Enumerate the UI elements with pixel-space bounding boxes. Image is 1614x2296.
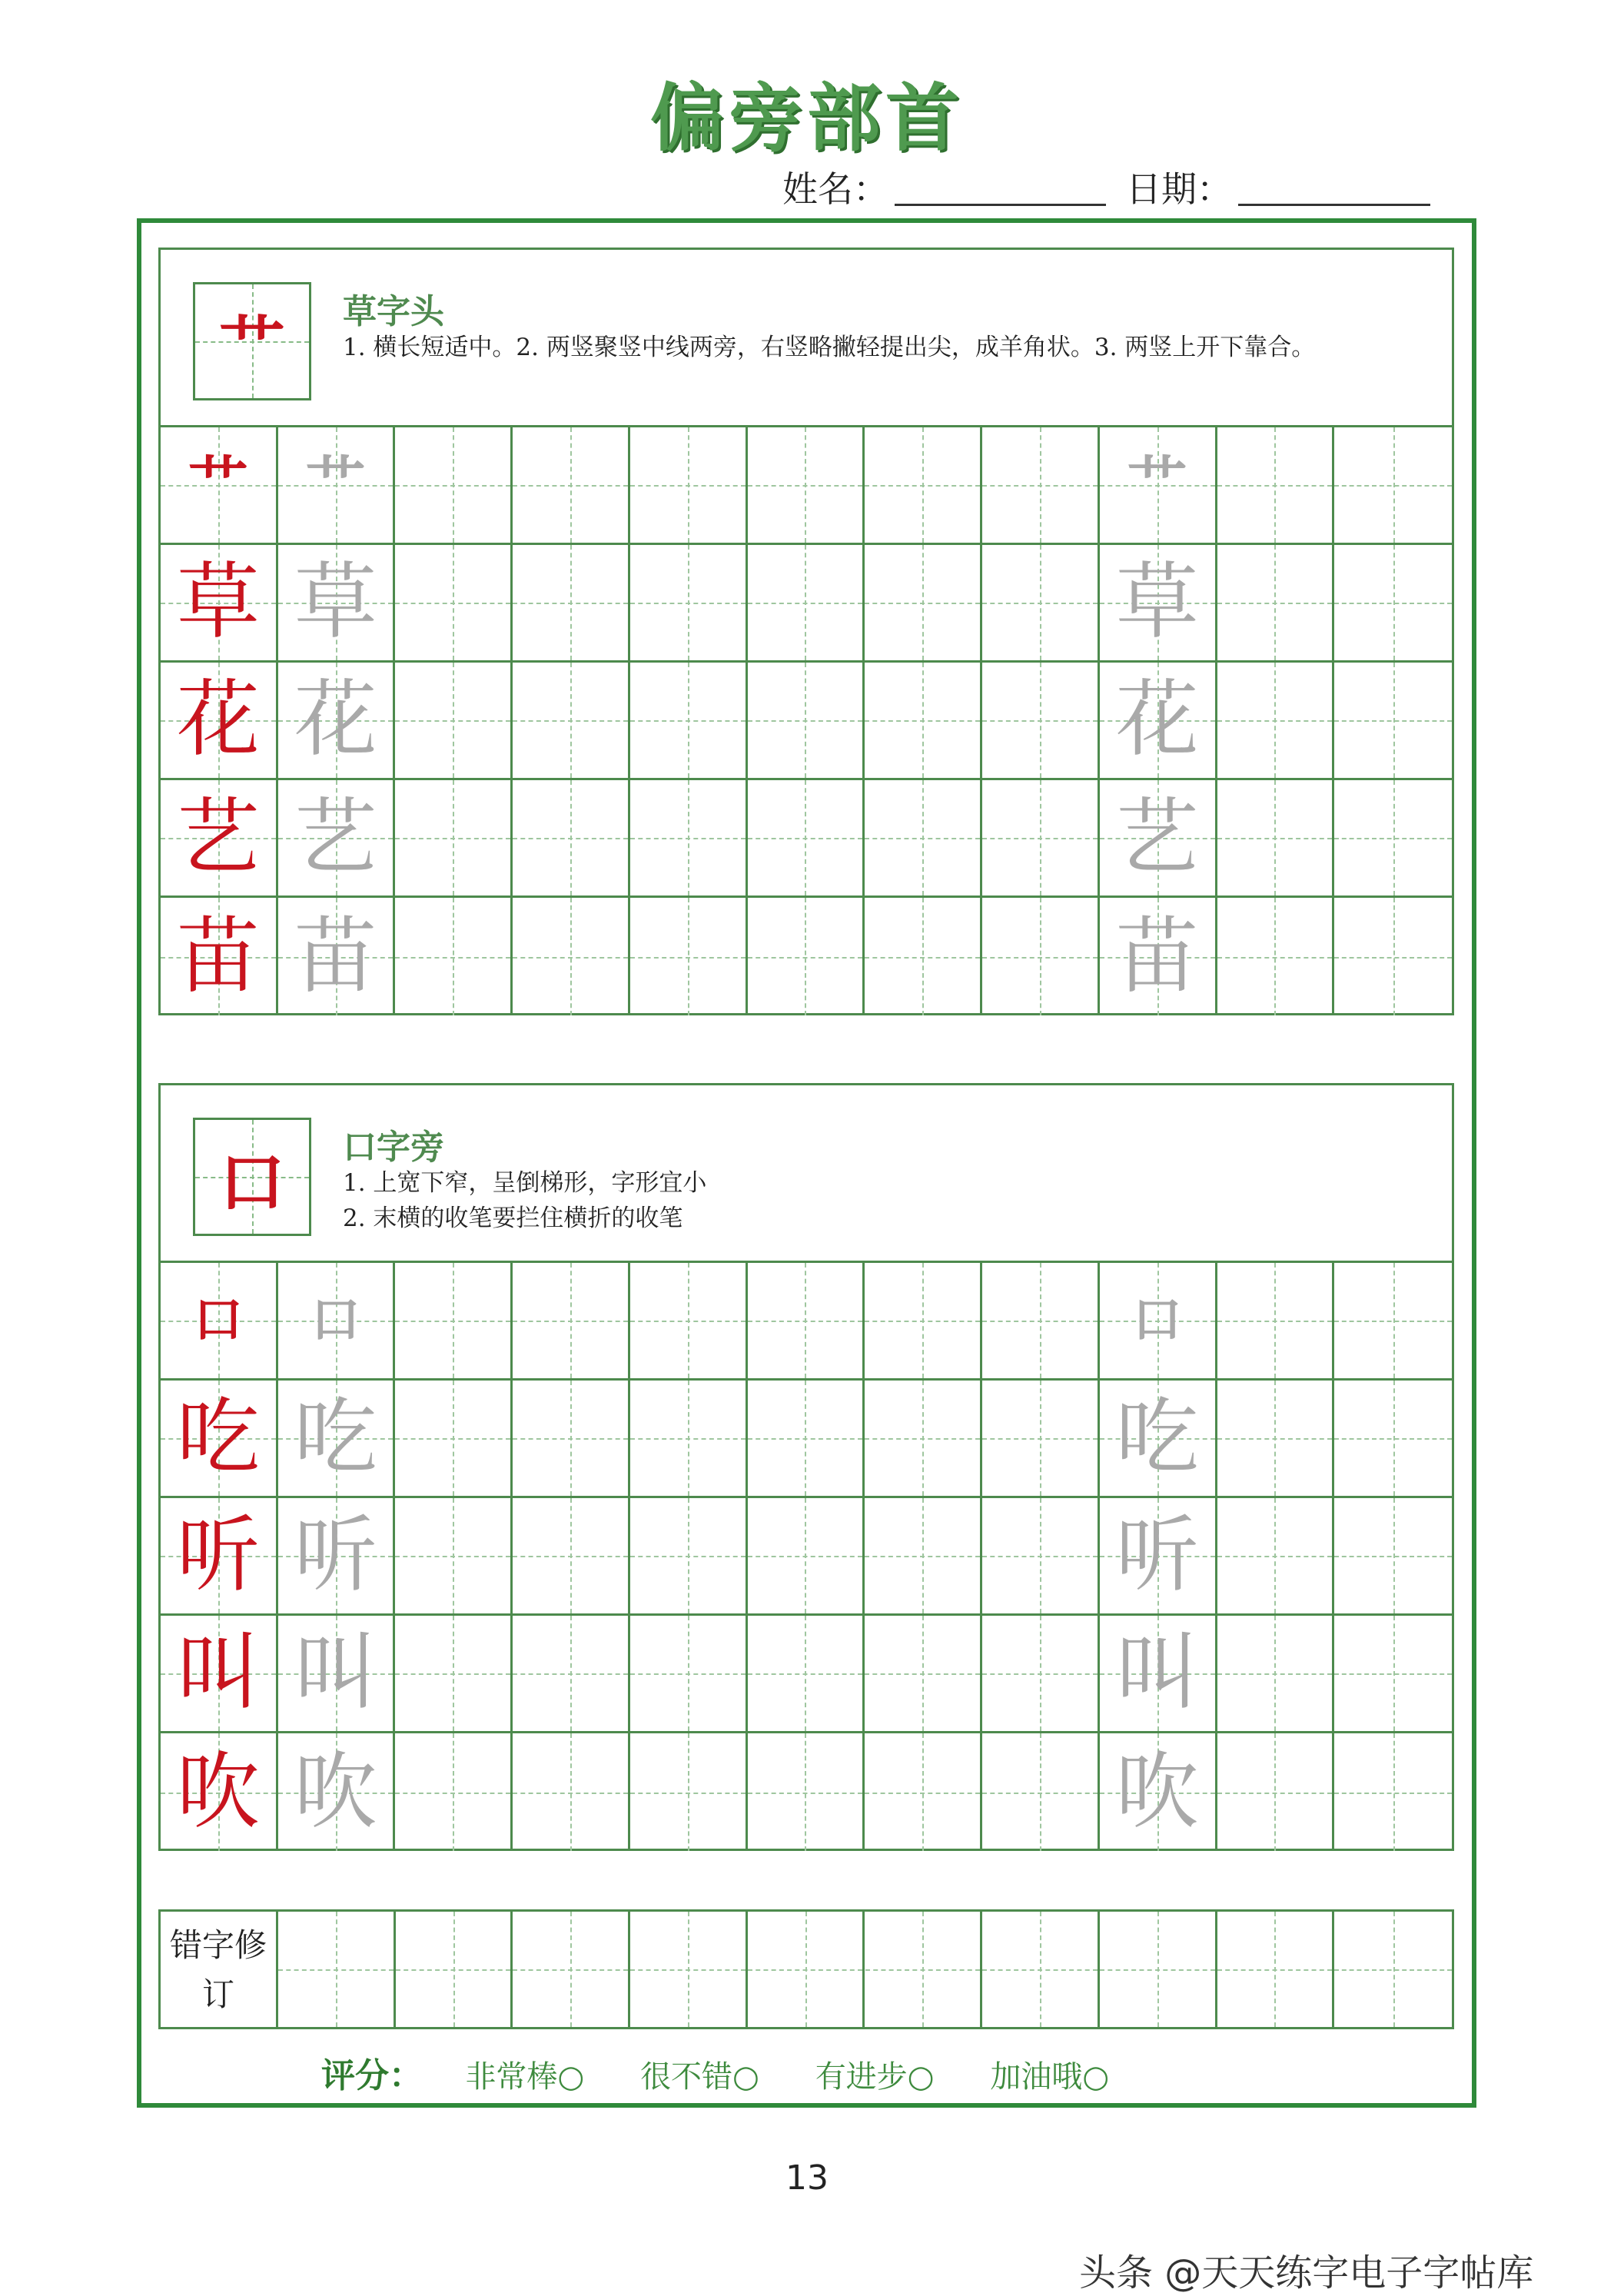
grid-cell[interactable] bbox=[278, 1733, 396, 1851]
grid-cell[interactable] bbox=[748, 780, 865, 898]
model-character: 艹 bbox=[188, 450, 248, 520]
grid-cell[interactable] bbox=[748, 1263, 865, 1381]
grid-cell[interactable] bbox=[982, 663, 1100, 780]
grid-cell[interactable] bbox=[395, 427, 513, 545]
grid-cell[interactable] bbox=[1100, 1498, 1217, 1616]
grid-cell[interactable] bbox=[982, 1263, 1100, 1381]
page-number: 13 bbox=[785, 2158, 829, 2198]
radical-glyph: 口 bbox=[219, 1144, 285, 1221]
grid-row bbox=[161, 427, 1452, 545]
grid-cell[interactable] bbox=[161, 663, 278, 780]
grid-cell[interactable] bbox=[1217, 1733, 1335, 1851]
practice-grid bbox=[158, 425, 1454, 1015]
trace-character: 吃 bbox=[1115, 1390, 1199, 1486]
grid-cell[interactable] bbox=[630, 1498, 748, 1616]
grid-cell[interactable] bbox=[1100, 427, 1217, 545]
trace-character: 艹 bbox=[1127, 450, 1187, 520]
grid-cell[interactable] bbox=[1217, 1381, 1335, 1498]
section-name: 草字头 bbox=[343, 292, 444, 331]
grid-cell[interactable] bbox=[748, 1381, 865, 1498]
section-description: 1. 横长短适中。2. 两竖聚竖中线两旁，右竖略撇轻提出尖，成羊角状。3. 两竖上开下靠合。 bbox=[343, 334, 1316, 361]
correction-row bbox=[158, 1909, 1454, 2029]
trace-character: 口 bbox=[311, 1291, 360, 1349]
trace-character: 草 bbox=[294, 554, 377, 650]
grid-row bbox=[161, 898, 1452, 1015]
grid-cell[interactable] bbox=[1334, 898, 1452, 1015]
model-character: 吃 bbox=[176, 1390, 260, 1486]
correction-label: 错字修订 bbox=[161, 1912, 278, 2027]
grid-cell[interactable] bbox=[161, 545, 278, 663]
grid-cell[interactable] bbox=[982, 1733, 1100, 1851]
trace-character: 口 bbox=[1132, 1291, 1182, 1349]
model-character: 叫 bbox=[176, 1625, 260, 1721]
grid-cell[interactable] bbox=[865, 1381, 982, 1498]
radical-box bbox=[193, 1118, 311, 1236]
grid-cell[interactable] bbox=[513, 545, 630, 663]
grid-row bbox=[161, 1263, 1452, 1381]
grid-row bbox=[161, 1381, 1452, 1498]
grid-cell[interactable] bbox=[1334, 1733, 1452, 1851]
grid-cell[interactable] bbox=[630, 1381, 748, 1498]
date-label: 日期： bbox=[1126, 168, 1232, 210]
correction-cell[interactable] bbox=[278, 1912, 396, 2027]
grid-row bbox=[161, 545, 1452, 663]
correction-cell[interactable] bbox=[748, 1912, 865, 2027]
grid-cell[interactable] bbox=[865, 1733, 982, 1851]
section-name: 口字旁 bbox=[343, 1128, 444, 1167]
correction-cell[interactable] bbox=[1334, 1912, 1452, 2027]
model-character: 苗 bbox=[176, 908, 260, 1005]
trace-character: 听 bbox=[294, 1507, 377, 1603]
trace-character: 花 bbox=[1115, 672, 1199, 768]
grid-cell[interactable] bbox=[865, 780, 982, 898]
grid-cell[interactable] bbox=[395, 663, 513, 780]
trace-character: 花 bbox=[294, 672, 377, 768]
grid-cell[interactable] bbox=[748, 427, 865, 545]
correction-cell[interactable] bbox=[630, 1912, 748, 2027]
grid-cell[interactable] bbox=[278, 1381, 396, 1498]
grid-cell[interactable] bbox=[748, 898, 865, 1015]
grid-cell[interactable] bbox=[278, 427, 396, 545]
trace-character: 艹 bbox=[305, 450, 366, 520]
correction-cell[interactable] bbox=[865, 1912, 983, 2027]
grid-cell[interactable] bbox=[748, 663, 865, 780]
grid-row bbox=[161, 780, 1452, 898]
grid-cell[interactable] bbox=[1100, 1733, 1217, 1851]
trace-character: 艺 bbox=[294, 789, 377, 886]
grid-row bbox=[161, 1498, 1452, 1616]
grid-cell[interactable] bbox=[278, 1498, 396, 1616]
page-title: 偏旁部首 bbox=[650, 75, 964, 161]
grid-cell[interactable] bbox=[748, 1733, 865, 1851]
grid-cell[interactable] bbox=[513, 1616, 630, 1733]
grid-cell[interactable] bbox=[395, 545, 513, 663]
grid-cell[interactable] bbox=[1217, 1263, 1335, 1381]
grid-cell[interactable] bbox=[1100, 1381, 1217, 1498]
grid-cell[interactable] bbox=[1100, 1616, 1217, 1733]
grid-cell[interactable] bbox=[1334, 1263, 1452, 1381]
grid-cell[interactable] bbox=[865, 1616, 982, 1733]
grid-cell[interactable] bbox=[1217, 545, 1335, 663]
score-option-progress[interactable]: 有进步○ bbox=[815, 2059, 935, 2095]
grid-cell[interactable] bbox=[982, 545, 1100, 663]
grid-cell[interactable] bbox=[513, 1381, 630, 1498]
correction-cell[interactable] bbox=[396, 1912, 513, 2027]
grid-cell[interactable] bbox=[1334, 427, 1452, 545]
grid-cell[interactable] bbox=[865, 1498, 982, 1616]
grid-cell[interactable] bbox=[982, 1498, 1100, 1616]
grid-cell[interactable] bbox=[161, 1381, 278, 1498]
watermark: 头条 @天天练字电子字帖库 bbox=[1079, 2251, 1534, 2294]
trace-character: 听 bbox=[1115, 1507, 1199, 1603]
grid-cell[interactable] bbox=[161, 1498, 278, 1616]
grid-cell[interactable] bbox=[278, 1263, 396, 1381]
grid-cell[interactable] bbox=[395, 1498, 513, 1616]
grid-cell[interactable] bbox=[865, 545, 982, 663]
grid-cell[interactable] bbox=[1100, 663, 1217, 780]
grid-cell[interactable] bbox=[1334, 1498, 1452, 1616]
grid-cell[interactable] bbox=[513, 427, 630, 545]
score-line bbox=[321, 2048, 1155, 2097]
grid-cell[interactable] bbox=[630, 1263, 748, 1381]
grid-cell[interactable] bbox=[395, 780, 513, 898]
model-character: 草 bbox=[176, 554, 260, 650]
grid-cell[interactable] bbox=[630, 545, 748, 663]
grid-cell[interactable] bbox=[630, 1616, 748, 1733]
score-label: 评分： bbox=[321, 2056, 423, 2095]
correction-cell[interactable] bbox=[513, 1912, 630, 2027]
trace-character: 叫 bbox=[294, 1625, 377, 1721]
grid-cell[interactable] bbox=[748, 545, 865, 663]
trace-character: 苗 bbox=[1115, 908, 1199, 1005]
grid-cell[interactable] bbox=[865, 1263, 982, 1381]
name-label: 姓名： bbox=[782, 168, 888, 210]
grid-cell[interactable] bbox=[513, 1733, 630, 1851]
grid-cell[interactable] bbox=[865, 427, 982, 545]
grid-cell[interactable] bbox=[395, 898, 513, 1015]
name-date-line bbox=[782, 161, 1430, 212]
grid-cell[interactable] bbox=[161, 780, 278, 898]
grid-cell[interactable] bbox=[161, 427, 278, 545]
name-blank[interactable] bbox=[895, 173, 1106, 206]
grid-cell[interactable] bbox=[1334, 545, 1452, 663]
grid-cell[interactable] bbox=[982, 1381, 1100, 1498]
grid-cell[interactable] bbox=[1334, 780, 1452, 898]
section-header bbox=[158, 1083, 1454, 1263]
correction-cell[interactable] bbox=[1100, 1912, 1217, 2027]
grid-cell[interactable] bbox=[1100, 1263, 1217, 1381]
grid-cell[interactable] bbox=[161, 1263, 278, 1381]
grid-cell[interactable] bbox=[1217, 898, 1335, 1015]
model-character: 花 bbox=[176, 672, 260, 768]
date-blank[interactable] bbox=[1238, 173, 1430, 206]
grid-cell[interactable] bbox=[161, 1733, 278, 1851]
grid-cell[interactable] bbox=[982, 780, 1100, 898]
grid-row bbox=[161, 1616, 1452, 1733]
model-character: 听 bbox=[176, 1507, 260, 1603]
grid-cell[interactable] bbox=[630, 663, 748, 780]
score-option-keep-going[interactable]: 加油哦○ bbox=[990, 2059, 1110, 2095]
trace-character: 艺 bbox=[1115, 789, 1199, 886]
grid-cell[interactable] bbox=[1217, 1498, 1335, 1616]
grid-cell[interactable] bbox=[1334, 663, 1452, 780]
grid-cell[interactable] bbox=[513, 898, 630, 1015]
grid-cell[interactable] bbox=[865, 663, 982, 780]
grid-cell[interactable] bbox=[982, 1616, 1100, 1733]
correction-cell[interactable] bbox=[1217, 1912, 1335, 2027]
grid-cell[interactable] bbox=[1100, 898, 1217, 1015]
trace-character: 草 bbox=[1115, 554, 1199, 650]
model-character: 艺 bbox=[176, 789, 260, 886]
grid-row bbox=[161, 1733, 1452, 1851]
model-character: 吹 bbox=[176, 1743, 260, 1840]
trace-character: 吹 bbox=[1115, 1743, 1199, 1840]
section-description: 1. 上宽下窄，呈倒梯形，字形宜小 2. 末横的收笔要拦住横折的收笔 bbox=[343, 1169, 707, 1232]
grid-cell[interactable] bbox=[1217, 780, 1335, 898]
score-option-good[interactable]: 很不错○ bbox=[640, 2059, 759, 2095]
grid-cell[interactable] bbox=[395, 1733, 513, 1851]
trace-character: 吃 bbox=[294, 1390, 377, 1486]
grid-cell[interactable] bbox=[278, 545, 396, 663]
trace-character: 苗 bbox=[294, 908, 377, 1005]
radical-glyph: 艹 bbox=[219, 308, 285, 386]
grid-cell[interactable] bbox=[513, 780, 630, 898]
grid-cell[interactable] bbox=[278, 780, 396, 898]
grid-cell[interactable] bbox=[395, 1616, 513, 1733]
grid-cell[interactable] bbox=[161, 898, 278, 1015]
grid-cell[interactable] bbox=[278, 1616, 396, 1733]
grid-cell[interactable] bbox=[748, 1616, 865, 1733]
grid-cell[interactable] bbox=[1100, 780, 1217, 898]
grid-cell[interactable] bbox=[1217, 427, 1335, 545]
grid-cell[interactable] bbox=[982, 898, 1100, 1015]
grid-cell[interactable] bbox=[630, 780, 748, 898]
grid-row bbox=[161, 663, 1452, 780]
grid-cell[interactable] bbox=[513, 663, 630, 780]
section-header bbox=[158, 248, 1454, 427]
trace-character: 叫 bbox=[1115, 1625, 1199, 1721]
grid-cell[interactable] bbox=[1217, 663, 1335, 780]
grid-cell[interactable] bbox=[513, 1263, 630, 1381]
grid-cell[interactable] bbox=[395, 1263, 513, 1381]
grid-cell[interactable] bbox=[278, 898, 396, 1015]
model-character: 口 bbox=[193, 1291, 243, 1349]
grid-cell[interactable] bbox=[513, 1498, 630, 1616]
grid-cell[interactable] bbox=[278, 663, 396, 780]
grid-cell[interactable] bbox=[865, 898, 982, 1015]
radical-box bbox=[193, 282, 311, 400]
grid-cell[interactable] bbox=[1334, 1381, 1452, 1498]
grid-cell[interactable] bbox=[1334, 1616, 1452, 1733]
grid-cell[interactable] bbox=[1100, 545, 1217, 663]
score-option-excellent[interactable]: 非常棒○ bbox=[465, 2059, 585, 2095]
correction-cell[interactable] bbox=[982, 1912, 1100, 2027]
grid-cell[interactable] bbox=[395, 1381, 513, 1498]
practice-grid bbox=[158, 1261, 1454, 1851]
grid-cell[interactable] bbox=[1217, 1616, 1335, 1733]
grid-cell[interactable] bbox=[630, 427, 748, 545]
grid-cell[interactable] bbox=[748, 1498, 865, 1616]
grid-cell[interactable] bbox=[630, 898, 748, 1015]
grid-cell[interactable] bbox=[982, 427, 1100, 545]
grid-cell[interactable] bbox=[161, 1616, 278, 1733]
grid-cell[interactable] bbox=[630, 1733, 748, 1851]
trace-character: 吹 bbox=[294, 1743, 377, 1840]
